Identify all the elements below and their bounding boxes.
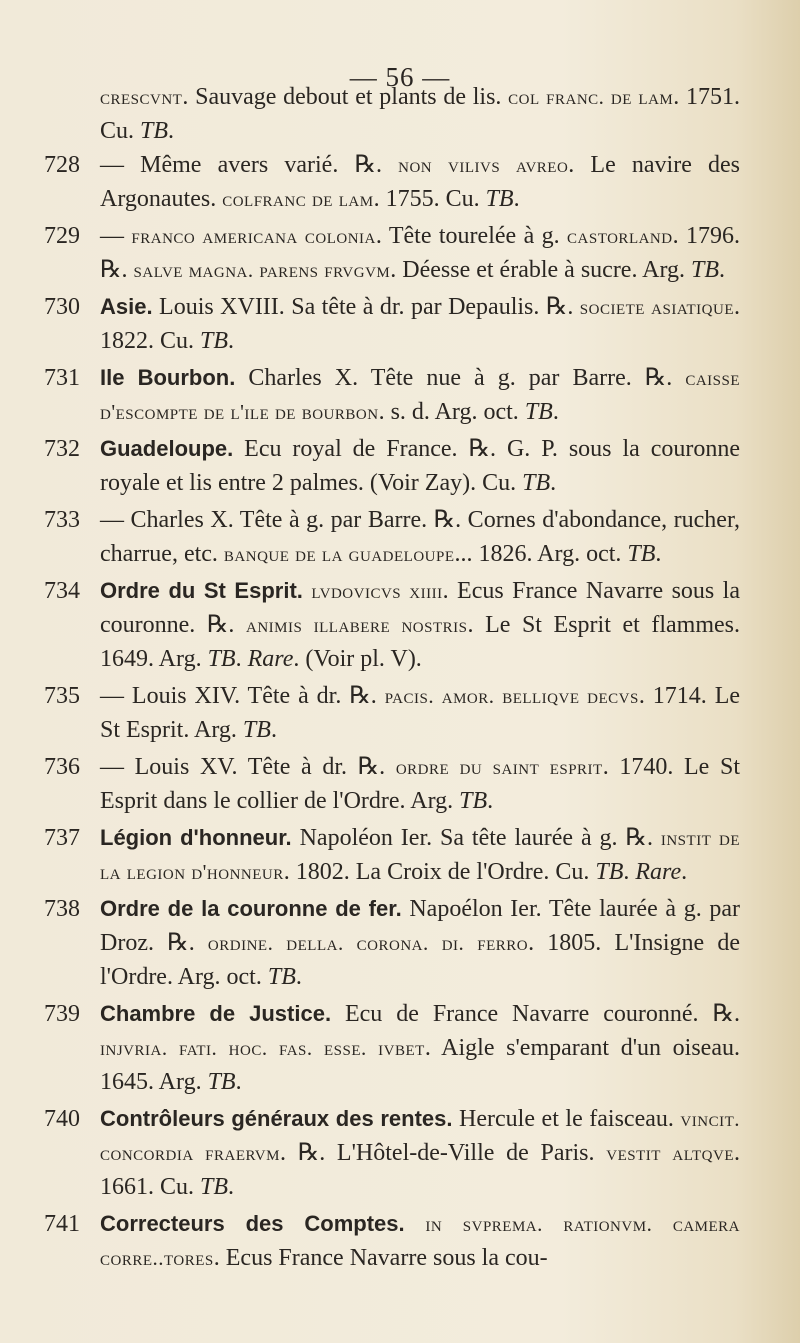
entry-number: 734 [44, 578, 80, 604]
entry-heading: Ordre de la couronne de fer. [100, 896, 402, 921]
entry-number: 732 [44, 436, 80, 462]
entry-body [100, 503, 740, 571]
entry-text: Napoléon Ier. Sa tête laurée à g. ℞. [291, 825, 661, 851]
page-number: — 56 — [349, 62, 451, 92]
entry-number: 729 [44, 223, 80, 249]
grade-text: TB [595, 859, 624, 885]
entry-body [100, 750, 740, 818]
entry-text: . Le St Esprit et flammes. 1649. Arg. [100, 612, 741, 672]
entry-text: . [623, 859, 636, 885]
legend-text: franco americana colonia [131, 224, 376, 248]
legend-text: injvria. fati. hoc. fas. esse. ivbet [100, 1036, 425, 1060]
grade-text: Rare [247, 646, 294, 672]
legend-text: instit de la legion d'honneur [100, 826, 740, 884]
grade-text: TB [207, 646, 236, 672]
grade-text: TB [691, 257, 720, 283]
intro-continuation [100, 80, 740, 148]
entry-text: Charles X. Tête nue à g. par Barre. ℞. [235, 365, 686, 391]
entry-text: . [550, 470, 557, 496]
legend-text: societe asiatique [579, 295, 734, 319]
entry-heading: Guadeloupe. [100, 436, 234, 461]
grade-text: Rare [635, 859, 682, 885]
legend-text: col franc. de lam [508, 85, 674, 109]
entry-text: . 1714. Le St Esprit. Arg. [100, 683, 741, 743]
entry-number: 733 [44, 507, 80, 533]
legend-text: caisse d'escompte de l'ile de bourbon [100, 366, 741, 424]
entry-number: 731 [44, 365, 80, 391]
entry-heading: Ordre du St Esprit. [100, 578, 303, 603]
entry-text: . [235, 646, 248, 672]
entry-list [44, 148, 741, 1275]
grade-text: TB [459, 788, 488, 814]
entry-body [100, 432, 740, 500]
legend-text: vestit altqve [606, 1141, 734, 1165]
grade-text: TB [200, 1174, 229, 1200]
catalogue-entry [44, 997, 740, 1099]
legend-text: non vilivs avreo [398, 153, 569, 177]
entry-body [100, 148, 740, 216]
entry-text: . [719, 257, 726, 283]
entry-text: Louis XVIII. Sa tête à dr. par Depaulis. ℞. [152, 294, 580, 320]
entry-text: Napoélon Ier. Tête laurée à g. par Droz. ℞. [100, 896, 740, 956]
entry-number: 740 [44, 1106, 80, 1132]
entry-text: . 1802. La Croix de l'Ordre. Cu. [283, 859, 596, 885]
catalogue-entry [44, 290, 740, 358]
entry-text: . Aigle s'emparant d'un oiseau. 1645. Arg. [100, 1035, 740, 1095]
entry-text: . ℞. L'Hôtel-de-Ville de Paris. [279, 1140, 607, 1166]
legend-text: ordre du saint esprit [395, 755, 603, 779]
entry-number: 728 [44, 152, 80, 178]
grade-text: TB [524, 399, 553, 425]
grade-text: TB [627, 541, 656, 567]
entry-heading: Légion d'honneur. [100, 825, 292, 850]
legend-text: salve magna. parens frvgvm [133, 258, 391, 282]
entry-text: . 1755. Cu. [373, 186, 486, 212]
entry-text: — Louis XV. Tête à dr. ℞. [100, 754, 396, 780]
entry-body [100, 821, 740, 889]
catalogue-entry [44, 679, 741, 747]
catalogue-entry [44, 1207, 741, 1275]
entry-body [100, 997, 740, 1099]
grade-text: TB [200, 328, 229, 354]
entry-text: . [552, 399, 559, 425]
entry-text: . Ecus France Navarre sous la cou- [213, 1245, 548, 1271]
entry-text: . 1805. L'Insigne de l'Ordre. Arg. oct. [100, 930, 741, 990]
entry-text: . 1740. Le St Esprit dans le collier de l'Ordre. Arg. [100, 754, 740, 814]
entry-body [100, 574, 740, 676]
catalogue-entry [44, 892, 741, 994]
legend-text: vincit. concordia fraervm [100, 1107, 740, 1165]
entry-text: . 1661. Cu. [100, 1140, 740, 1200]
entry-text: . [270, 717, 277, 743]
catalogue-entry [44, 432, 740, 500]
entry-text: — Louis XIV. Tête à dr. ℞. [100, 683, 385, 709]
entry-number: 735 [44, 683, 80, 709]
entry-heading: Chambre de Justice. [100, 1001, 332, 1026]
legend-text: in svprema. rationvm. camera corre..tores [100, 1212, 741, 1270]
entry-text: . (Voir pl. V). [293, 646, 422, 672]
legend-text: ordine. della. corona. di. ferro [207, 931, 529, 955]
entry-text: . Tête tourelée à g. [375, 223, 568, 249]
legend-text: lvdovicvs xiiii [311, 579, 443, 603]
grade-text: TB [485, 186, 514, 212]
entry-text: . [681, 859, 688, 885]
entry-text: . Sauvage debout et plants de lis. [182, 84, 509, 110]
legend-text: colfranc de lam [222, 187, 374, 211]
grade-text: TB [522, 470, 551, 496]
entry-text: ... 1826. Arg. oct. [454, 541, 628, 567]
entry-text: . [295, 964, 302, 990]
entry-body [100, 80, 740, 148]
catalogue-entry [44, 574, 741, 676]
grade-text: TB [207, 1069, 236, 1095]
grade-text: TB [140, 118, 169, 144]
entry-text: . [487, 788, 494, 814]
catalogue-entry [44, 361, 741, 429]
catalogue-text [44, 80, 741, 1275]
entry-body [100, 892, 740, 994]
entry-heading: Asie. [100, 294, 153, 319]
legend-text: banque de la guadeloupe [223, 542, 455, 566]
entry-number: 737 [44, 825, 80, 851]
entry-heading: Contrôleurs généraux des rentes. [100, 1106, 453, 1131]
entry-text [405, 1211, 426, 1237]
entry-text: . 1822. Cu. [100, 294, 740, 354]
catalogue-entry [44, 750, 740, 818]
legend-text: crescvnt [100, 85, 183, 109]
catalogue-entry [44, 219, 741, 287]
entry-text: . [235, 1069, 242, 1095]
entry-number: 736 [44, 754, 80, 780]
entry-text: — Même avers varié. ℞. [100, 152, 399, 178]
entry-text: — Charles X. Tête à g. par Barre. ℞. Cornes d'abondance, rucher, charrue, etc. [100, 507, 740, 567]
entry-text: . [513, 186, 520, 212]
grade-text: TB [267, 964, 296, 990]
entry-text: . [228, 1174, 235, 1200]
entry-text: . 1796. ℞. [100, 223, 741, 283]
legend-text: pacis. amor. belliqve decvs [384, 684, 639, 708]
entry-text: . s. d. Arg. oct. [378, 399, 525, 425]
catalogue-entry [44, 148, 740, 216]
entry-heading: Ile Bourbon. [100, 365, 236, 390]
entry-heading: Correcteurs des Comptes. [100, 1211, 405, 1236]
entry-body [100, 290, 740, 358]
entry-text: . Le navire des Argonautes. [100, 152, 740, 212]
entry-text: . [168, 118, 175, 144]
entry-text: Hercule et le faisceau. [452, 1106, 681, 1132]
entry-number: 741 [44, 1211, 80, 1237]
entry-text: . 1751. Cu. [100, 84, 740, 144]
catalogue-entry [44, 1102, 740, 1204]
entry-body [100, 679, 740, 747]
entry-body [100, 1207, 740, 1275]
entry-text: Ecu de France Navarre couronné. ℞. [331, 1001, 740, 1027]
entry-text: . [655, 541, 662, 567]
catalogue-entry [44, 821, 740, 889]
entry-text: . Ecus France Navarre sous la couronne. ℞. [100, 578, 741, 638]
entry-body [100, 1102, 740, 1204]
entry-body [100, 219, 740, 287]
catalogue-entry [44, 503, 740, 571]
entry-text: . Déesse et érable à sucre. Arg. [390, 257, 692, 283]
legend-text: castorland [567, 224, 673, 248]
entry-body [100, 361, 740, 429]
entry-text: . [228, 328, 235, 354]
entry-text: — [100, 223, 132, 249]
entry-number: 730 [44, 294, 80, 320]
entry-number: 739 [44, 1001, 80, 1027]
entry-number: 738 [44, 896, 80, 922]
grade-text: TB [242, 717, 271, 743]
legend-text: animis illabere nostris [245, 613, 468, 637]
entry-text: Ecu royal de France. ℞. G. P. sous la couronne royale et lis entre 2 palmes. (Voir Zay). Cu. [100, 436, 740, 496]
